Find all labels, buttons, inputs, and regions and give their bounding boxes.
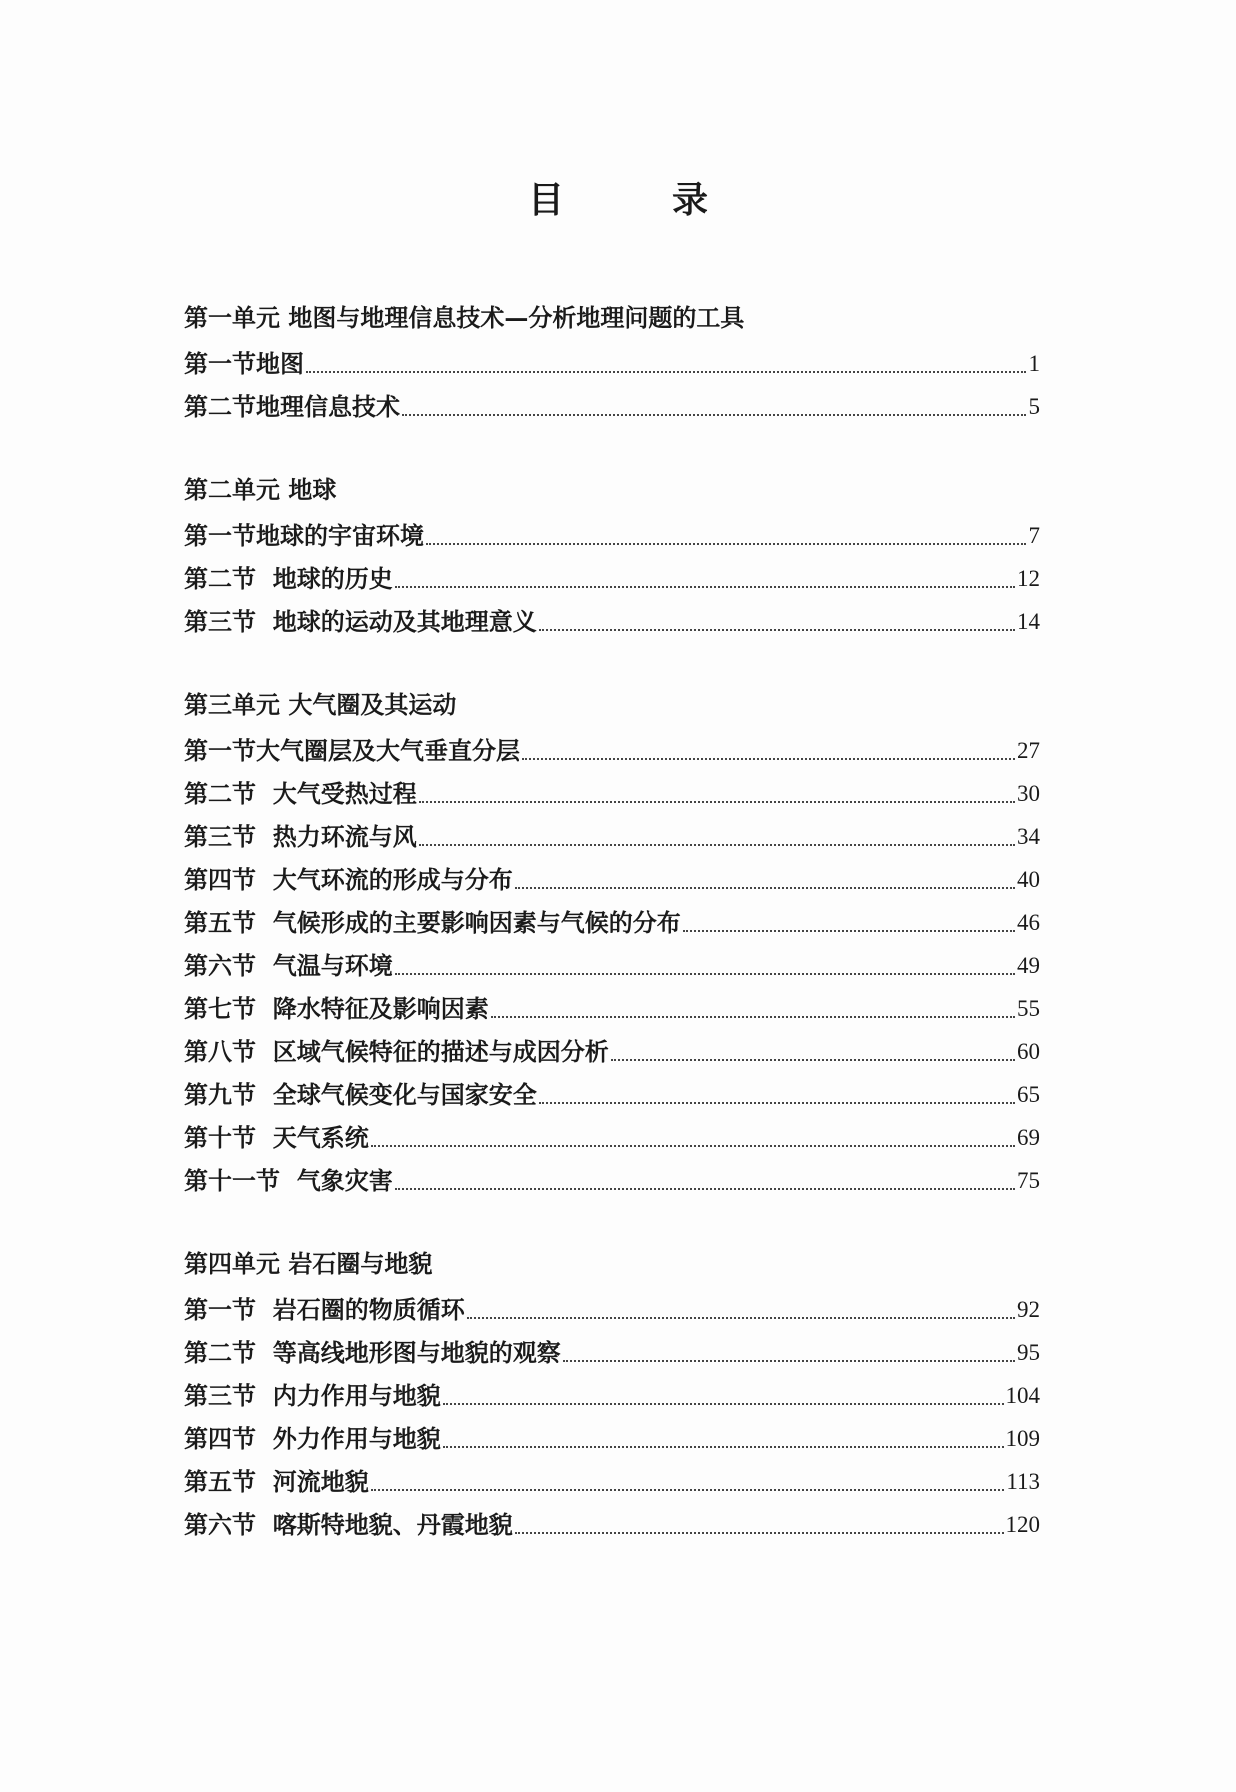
toc-entry[interactable] bbox=[184, 1071, 1040, 1114]
dot-leader bbox=[563, 1360, 1015, 1362]
toc-entry[interactable] bbox=[184, 1372, 1040, 1415]
unit-title: 第三单元 大气圈及其运动 bbox=[184, 690, 457, 719]
dot-leader bbox=[683, 930, 1015, 932]
entry-label: 第二节地理信息技术 bbox=[184, 392, 400, 421]
toc-entry[interactable] bbox=[184, 1157, 1040, 1200]
dot-leader bbox=[467, 1317, 1015, 1319]
entry-label: 第一节 岩石圈的物质循环 bbox=[184, 1295, 465, 1324]
dot-leader bbox=[395, 1188, 1015, 1190]
entry-page-number: 69 bbox=[1017, 1125, 1040, 1150]
entry-page-number: 120 bbox=[1005, 1512, 1040, 1537]
entry-label: 第二节 大气受热过程 bbox=[184, 779, 417, 808]
entry-page-number: 104 bbox=[1005, 1383, 1040, 1408]
toc-entry[interactable] bbox=[184, 598, 1040, 641]
dot-leader bbox=[419, 844, 1015, 846]
entry-page-number: 12 bbox=[1017, 566, 1040, 591]
entry-page-number: 60 bbox=[1017, 1039, 1040, 1064]
entry-label: 第五节 气候形成的主要影响因素与气候的分布 bbox=[184, 908, 681, 937]
entry-page-number: 92 bbox=[1017, 1297, 1040, 1322]
entry-label: 第八节 区域气候特征的描述与成因分析 bbox=[184, 1037, 609, 1066]
entry-label: 第三节 热力环流与风 bbox=[184, 822, 417, 851]
entry-label: 第四节 大气环流的形成与分布 bbox=[184, 865, 513, 894]
entry-label: 第十一节 气象灾害 bbox=[184, 1166, 393, 1195]
unit-3 bbox=[184, 683, 1040, 1200]
toc-entry[interactable] bbox=[184, 1028, 1040, 1071]
unit-4 bbox=[184, 1242, 1040, 1544]
toc-entry[interactable] bbox=[184, 727, 1040, 770]
entry-page-number: 30 bbox=[1017, 781, 1040, 806]
entry-label: 第三节 内力作用与地貌 bbox=[184, 1381, 441, 1410]
entry-label: 第六节 气温与环境 bbox=[184, 951, 393, 980]
toc-entry[interactable] bbox=[184, 340, 1040, 383]
dot-leader bbox=[426, 543, 1026, 545]
dot-leader bbox=[539, 1102, 1015, 1104]
dot-leader bbox=[443, 1403, 1004, 1405]
dot-leader bbox=[395, 586, 1015, 588]
entry-page-number: 5 bbox=[1028, 394, 1040, 419]
dot-leader bbox=[515, 1532, 1004, 1534]
toc-entry[interactable] bbox=[184, 1329, 1040, 1372]
entry-label: 第一节地球的宇宙环境 bbox=[184, 521, 424, 550]
entry-page-number: 113 bbox=[1006, 1469, 1040, 1494]
entry-page-number: 55 bbox=[1017, 996, 1040, 1021]
toc-entry[interactable] bbox=[184, 942, 1040, 985]
entry-label: 第二节 地球的历史 bbox=[184, 564, 393, 593]
dot-leader bbox=[491, 1016, 1015, 1018]
unit-title: 第四单元 岩石圈与地貌 bbox=[184, 1249, 433, 1278]
entry-label: 第二节 等高线地形图与地貌的观察 bbox=[184, 1338, 561, 1367]
entry-page-number: 40 bbox=[1017, 867, 1040, 892]
entry-label: 第七节 降水特征及影响因素 bbox=[184, 994, 489, 1023]
entry-page-number: 95 bbox=[1017, 1340, 1040, 1365]
toc-entry[interactable] bbox=[184, 1415, 1040, 1458]
unit-2 bbox=[184, 468, 1040, 641]
entry-page-number: 7 bbox=[1028, 523, 1040, 548]
unit-title: 第一单元 地图与地理信息技术—分析地理问题的工具 bbox=[184, 303, 745, 332]
entry-page-number: 1 bbox=[1028, 351, 1040, 376]
unit-1 bbox=[184, 296, 1040, 426]
entry-label: 第三节 地球的运动及其地理意义 bbox=[184, 607, 537, 636]
entry-label: 第六节 喀斯特地貌、丹霞地貌 bbox=[184, 1510, 513, 1539]
entry-label: 第十节 天气系统 bbox=[184, 1123, 369, 1152]
dot-leader bbox=[419, 801, 1015, 803]
dot-leader bbox=[395, 973, 1015, 975]
toc-entry[interactable] bbox=[184, 856, 1040, 899]
toc-entry[interactable] bbox=[184, 813, 1040, 856]
toc-entry[interactable] bbox=[184, 770, 1040, 813]
entry-label: 第一节地图 bbox=[184, 349, 304, 378]
toc-entry[interactable] bbox=[184, 1286, 1040, 1329]
entry-page-number: 14 bbox=[1017, 609, 1040, 634]
entry-page-number: 109 bbox=[1005, 1426, 1040, 1451]
dot-leader bbox=[611, 1059, 1015, 1061]
entry-label: 第五节 河流地貌 bbox=[184, 1467, 369, 1496]
toc-entry[interactable] bbox=[184, 1501, 1040, 1544]
dot-leader bbox=[306, 371, 1026, 373]
unit-title: 第二单元 地球 bbox=[184, 475, 337, 504]
dot-leader bbox=[371, 1489, 1005, 1491]
toc-entry[interactable] bbox=[184, 899, 1040, 942]
dot-leader bbox=[539, 629, 1015, 631]
dot-leader bbox=[371, 1145, 1015, 1147]
toc-entry[interactable] bbox=[184, 383, 1040, 426]
toc-entry[interactable] bbox=[184, 985, 1040, 1028]
dot-leader bbox=[443, 1446, 1004, 1448]
toc-entry[interactable] bbox=[184, 1114, 1040, 1157]
dot-leader bbox=[515, 887, 1015, 889]
entry-page-number: 27 bbox=[1017, 738, 1040, 763]
toc-entry[interactable] bbox=[184, 512, 1040, 555]
toc-entry[interactable] bbox=[184, 1458, 1040, 1501]
entry-page-number: 49 bbox=[1017, 953, 1040, 978]
dot-leader bbox=[522, 758, 1015, 760]
entry-label: 第一节大气圈层及大气垂直分层 bbox=[184, 736, 520, 765]
toc-entry[interactable] bbox=[184, 555, 1040, 598]
page-title: 目 录 bbox=[527, 179, 744, 221]
entry-page-number: 75 bbox=[1017, 1168, 1040, 1193]
entry-label: 第九节 全球气候变化与国家安全 bbox=[184, 1080, 537, 1109]
entry-page-number: 46 bbox=[1017, 910, 1040, 935]
entry-label: 第四节 外力作用与地貌 bbox=[184, 1424, 441, 1453]
entry-page-number: 34 bbox=[1017, 824, 1040, 849]
entry-page-number: 65 bbox=[1017, 1082, 1040, 1107]
dot-leader bbox=[402, 414, 1026, 416]
table-of-contents bbox=[184, 296, 1040, 1586]
